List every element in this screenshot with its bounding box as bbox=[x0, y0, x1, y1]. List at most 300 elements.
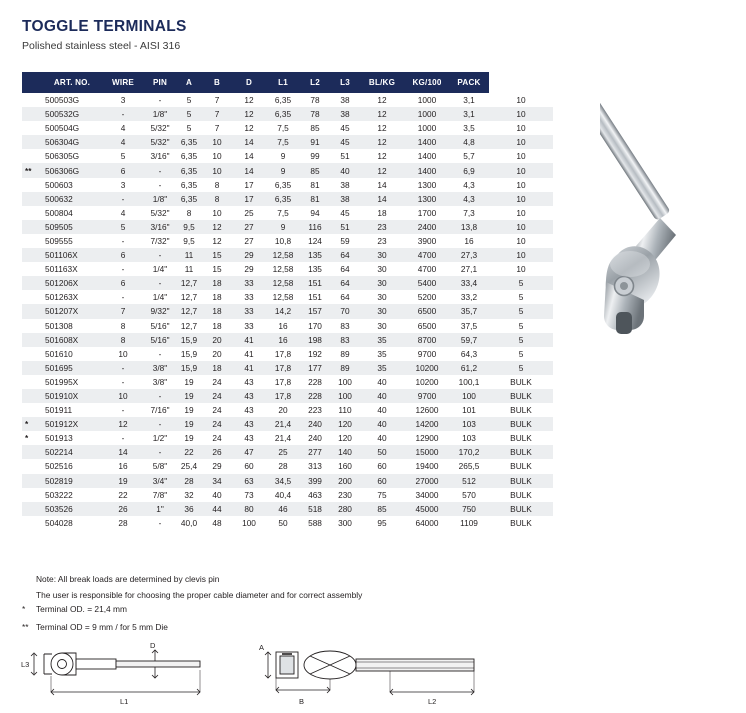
table-cell: 14 bbox=[244, 151, 254, 162]
table-cell: 6500 bbox=[405, 304, 449, 318]
table-cell: 12 bbox=[212, 235, 222, 246]
table-col-header: BL/KG bbox=[359, 72, 405, 93]
table-cell: - bbox=[121, 433, 125, 444]
row-marker: * bbox=[22, 417, 43, 431]
table-cell: 95 bbox=[377, 517, 387, 528]
table-cell: 7,5 bbox=[277, 207, 289, 218]
table-cell: 37,5 bbox=[460, 320, 478, 331]
label-d: D bbox=[150, 641, 156, 650]
table-cell: BULK bbox=[510, 433, 532, 444]
table-cell: 12,7 bbox=[180, 320, 198, 331]
dimension-drawings bbox=[14, 640, 514, 708]
row-marker bbox=[22, 178, 43, 192]
table-cell: 100 bbox=[331, 389, 359, 403]
table-cell: 26 bbox=[101, 502, 145, 516]
table-cell: 18 bbox=[377, 207, 387, 218]
table-cell: 81 bbox=[299, 192, 331, 206]
table-cell: 23 bbox=[359, 220, 405, 234]
table-cell: 40 bbox=[377, 376, 387, 387]
table-row bbox=[22, 262, 553, 276]
table-cell: 15000 bbox=[405, 445, 449, 459]
table-cell: 1/2" bbox=[152, 433, 168, 444]
table-row bbox=[22, 445, 553, 459]
table-row bbox=[22, 431, 553, 445]
table-cell: 91 bbox=[299, 135, 331, 149]
table-cell: 3/16" bbox=[145, 220, 175, 234]
row-marker bbox=[22, 403, 43, 417]
table-cell: 7 bbox=[214, 123, 220, 134]
table-cell: 5400 bbox=[405, 276, 449, 290]
table-cell: 9700 bbox=[405, 389, 449, 403]
table-cell: 10 bbox=[489, 248, 553, 262]
table-cell: - bbox=[121, 235, 125, 246]
table-cell: 17 bbox=[244, 179, 254, 190]
table-cell: 8700 bbox=[405, 333, 449, 347]
table-cell: BULK bbox=[510, 517, 532, 528]
row-marker bbox=[22, 220, 43, 234]
table-col-header: PIN bbox=[145, 72, 175, 93]
table-cell: 50 bbox=[278, 517, 288, 528]
table-cell: 12 bbox=[203, 220, 231, 234]
table-cell: 64 bbox=[340, 264, 350, 275]
table-cell: 3 bbox=[120, 95, 126, 106]
table-cell: - bbox=[145, 445, 175, 459]
table-cell: 40 bbox=[212, 489, 222, 500]
cell-article-number: 501912X bbox=[43, 417, 101, 431]
table-cell: 19 bbox=[184, 376, 194, 387]
row-marker bbox=[22, 319, 43, 333]
table-cell: 19 bbox=[184, 405, 194, 416]
table-cell: 16 bbox=[267, 333, 299, 347]
table-cell: 228 bbox=[299, 389, 331, 403]
table-cell: - bbox=[158, 348, 162, 359]
table-cell: 18 bbox=[203, 304, 231, 318]
table-cell: 100,1 bbox=[458, 376, 480, 387]
table-cell: 6,9 bbox=[449, 163, 489, 177]
table-cell: 12 bbox=[231, 107, 267, 121]
table-cell: 59 bbox=[340, 235, 350, 246]
table-cell: 6,35 bbox=[175, 163, 203, 177]
table-cell: 16 bbox=[118, 461, 128, 472]
table-col-header bbox=[22, 72, 43, 93]
table-cell: 12 bbox=[377, 123, 387, 134]
table-cell: 116 bbox=[299, 220, 331, 234]
cell-article-number: 500532G bbox=[43, 107, 101, 121]
table-cell: 43 bbox=[244, 405, 254, 416]
table-cell: 135 bbox=[308, 264, 322, 275]
table-cell: 13,8 bbox=[449, 220, 489, 234]
table-row bbox=[22, 333, 553, 347]
cell-article-number: 502516 bbox=[45, 461, 73, 472]
table-cell: 10 bbox=[212, 151, 222, 162]
table-cell: 17,8 bbox=[274, 376, 292, 387]
table-cell: BULK bbox=[510, 489, 532, 500]
table-cell: 463 bbox=[308, 489, 322, 500]
table-cell: 14 bbox=[359, 192, 405, 206]
table-col-header: PACK bbox=[449, 72, 489, 93]
table-cell: 10 bbox=[489, 163, 553, 177]
table-cell: 5/32" bbox=[150, 123, 170, 134]
row-marker bbox=[22, 290, 43, 304]
table-cell: 8 bbox=[101, 333, 145, 347]
table-cell: 23 bbox=[377, 235, 387, 246]
table-cell: 570 bbox=[462, 489, 476, 500]
row-marker bbox=[22, 149, 43, 163]
table-cell: 120 bbox=[338, 433, 352, 444]
table-row bbox=[22, 178, 553, 192]
cell-article-number: 509505 bbox=[43, 220, 101, 234]
table-cell: 38 bbox=[331, 192, 359, 206]
table-cell: 4700 bbox=[405, 248, 449, 262]
table-cell: 38 bbox=[331, 107, 359, 121]
table-cell: 35 bbox=[359, 333, 405, 347]
table-cell: 1400 bbox=[405, 163, 449, 177]
table-cell: 240 bbox=[308, 433, 322, 444]
table-cell: 9 bbox=[267, 220, 299, 234]
table-cell: 24 bbox=[203, 417, 231, 431]
table-cell: 60 bbox=[244, 461, 254, 472]
footnotes-block bbox=[22, 600, 168, 636]
table-cell: BULK bbox=[489, 417, 553, 431]
table-cell: 40 bbox=[377, 433, 387, 444]
row-marker bbox=[22, 375, 43, 389]
table-cell: 10 bbox=[516, 207, 526, 218]
table-cell: 15,9 bbox=[175, 333, 203, 347]
table-cell: 5 bbox=[518, 292, 524, 303]
table-cell: 75 bbox=[377, 489, 387, 500]
table-cell: 12,58 bbox=[272, 292, 294, 303]
table-cell: 27,1 bbox=[460, 264, 478, 275]
table-cell: 12 bbox=[359, 135, 405, 149]
table-row bbox=[22, 304, 553, 318]
table-cell: 10 bbox=[489, 220, 553, 234]
table-cell: 300 bbox=[338, 517, 352, 528]
table-cell: 10 bbox=[516, 264, 526, 275]
table-cell: 1300 bbox=[417, 179, 437, 190]
table-cell: 27 bbox=[244, 235, 254, 246]
table-cell: 73 bbox=[244, 489, 254, 500]
table-cell: 33,2 bbox=[460, 292, 478, 303]
table-cell: 4 bbox=[101, 135, 145, 149]
row-marker bbox=[22, 248, 43, 262]
table-cell: 41 bbox=[244, 348, 254, 359]
table-cell: 26 bbox=[203, 445, 231, 459]
table-cell: 200 bbox=[331, 474, 359, 488]
table-cell: 28 bbox=[278, 461, 288, 472]
table-cell: 30 bbox=[359, 304, 405, 318]
table-cell: 30 bbox=[359, 248, 405, 262]
table-cell: 12,58 bbox=[272, 264, 294, 275]
table-cell: 30 bbox=[377, 292, 387, 303]
table-cell: 1300 bbox=[405, 192, 449, 206]
table-col-header: WIRE bbox=[101, 72, 145, 93]
table-row bbox=[22, 192, 553, 206]
table-cell: 64000 bbox=[415, 517, 439, 528]
table-cell: 1/4" bbox=[152, 292, 168, 303]
table-cell: 32 bbox=[184, 489, 194, 500]
table-cell: 1700 bbox=[417, 207, 437, 218]
table-cell: 47 bbox=[231, 445, 267, 459]
table-cell: 5/32" bbox=[145, 135, 175, 149]
table-cell: - bbox=[158, 517, 162, 528]
table-cell: 10 bbox=[489, 107, 553, 121]
table-cell: BULK bbox=[489, 474, 553, 488]
table-cell: 14 bbox=[101, 445, 145, 459]
table-cell: 101 bbox=[462, 405, 476, 416]
table-cell: 10 bbox=[101, 389, 145, 403]
table-cell: 11 bbox=[175, 248, 203, 262]
table-cell: 19400 bbox=[415, 461, 439, 472]
table-cell: 3/8" bbox=[145, 361, 175, 375]
table-cell: - bbox=[145, 276, 175, 290]
table-cell: 198 bbox=[299, 333, 331, 347]
row-marker: * bbox=[25, 433, 29, 444]
table-cell: 51 bbox=[340, 151, 350, 162]
table-cell: 24 bbox=[212, 376, 222, 387]
table-cell: 83 bbox=[340, 320, 350, 331]
cell-article-number: 500503G bbox=[45, 95, 80, 106]
table-cell: 36 bbox=[175, 502, 203, 516]
table-cell: 43 bbox=[244, 433, 254, 444]
table-cell: 16 bbox=[278, 320, 288, 331]
table-cell: 1000 bbox=[417, 123, 437, 134]
table-col-header: A bbox=[175, 72, 203, 93]
table-cell: 6,35 bbox=[180, 179, 198, 190]
cell-article-number: 501308 bbox=[45, 320, 73, 331]
table-cell: 5 bbox=[175, 107, 203, 121]
table-cell: 1000 bbox=[405, 107, 449, 121]
cell-article-number: 501695 bbox=[43, 361, 101, 375]
table-cell: 6,35 bbox=[274, 179, 292, 190]
table-cell: 33 bbox=[244, 292, 254, 303]
table-cell: 1109 bbox=[460, 517, 478, 528]
table-cell: 50 bbox=[359, 445, 405, 459]
table-cell: 45000 bbox=[405, 502, 449, 516]
table-cell: 24 bbox=[203, 389, 231, 403]
table-cell: 6 bbox=[101, 276, 145, 290]
table-cell: 21,4 bbox=[267, 417, 299, 431]
table-cell: 30 bbox=[377, 320, 387, 331]
table-col-header: D bbox=[231, 72, 267, 93]
product-photo bbox=[600, 68, 740, 358]
cell-article-number: 501163X bbox=[45, 264, 78, 275]
table-cell: 7 bbox=[101, 304, 145, 318]
table-cell: 588 bbox=[308, 517, 322, 528]
cell-article-number: 501608X bbox=[43, 333, 101, 347]
table-cell: 135 bbox=[299, 248, 331, 262]
row-marker bbox=[22, 135, 43, 149]
table-cell: 45 bbox=[331, 135, 359, 149]
table-cell: BULK bbox=[510, 376, 532, 387]
label-l1: L1 bbox=[120, 697, 129, 706]
spec-table bbox=[22, 72, 553, 530]
table-cell: 20 bbox=[278, 405, 288, 416]
table-cell: 45 bbox=[340, 207, 350, 218]
table-cell: 25 bbox=[244, 207, 254, 218]
table-cell: 64 bbox=[331, 248, 359, 262]
cell-article-number: 500504G bbox=[45, 123, 80, 134]
table-cell: 40 bbox=[377, 405, 387, 416]
dimension-drawings-svg bbox=[14, 640, 514, 708]
table-cell: 1/8" bbox=[145, 192, 175, 206]
table-cell: 12,58 bbox=[267, 248, 299, 262]
table-cell: 100 bbox=[338, 376, 352, 387]
table-cell: 29 bbox=[212, 461, 222, 472]
table-cell: 5 bbox=[489, 276, 553, 290]
table-cell: 7,5 bbox=[277, 123, 289, 134]
table-row bbox=[22, 347, 553, 361]
table-cell: 12 bbox=[377, 95, 387, 106]
table-cell: 3/8" bbox=[152, 376, 168, 387]
table-cell: 3900 bbox=[417, 235, 437, 246]
table-cell: 43 bbox=[231, 389, 267, 403]
table-cell: 3/16" bbox=[150, 151, 170, 162]
table-cell: 7/16" bbox=[150, 405, 170, 416]
cell-article-number: 501207X bbox=[43, 304, 101, 318]
table-cell: - bbox=[101, 107, 145, 121]
table-cell: 1" bbox=[145, 502, 175, 516]
table-cell: 64 bbox=[340, 292, 350, 303]
table-cell: 35 bbox=[377, 348, 387, 359]
table-cell: BULK bbox=[489, 389, 553, 403]
table-cell: 14 bbox=[377, 179, 387, 190]
cell-article-number: 500804 bbox=[45, 207, 73, 218]
table-cell: 10 bbox=[516, 123, 526, 134]
table-cell: 45 bbox=[340, 123, 350, 134]
row-marker bbox=[22, 192, 43, 206]
table-row bbox=[22, 93, 553, 107]
table-cell: 14 bbox=[231, 163, 267, 177]
table-cell: 4700 bbox=[417, 264, 437, 275]
table-col-header: KG/100 bbox=[405, 72, 449, 93]
table-cell: 12 bbox=[377, 151, 387, 162]
table-cell: 20 bbox=[203, 333, 231, 347]
table-cell: 12,7 bbox=[180, 292, 198, 303]
cell-article-number: 506306G bbox=[43, 163, 101, 177]
table-cell: 170 bbox=[308, 320, 322, 331]
table-cell: - bbox=[158, 95, 162, 106]
table-cell: 12,7 bbox=[175, 276, 203, 290]
table-cell: 70 bbox=[331, 304, 359, 318]
table-cell: 5 bbox=[120, 151, 126, 162]
row-marker bbox=[22, 361, 43, 375]
table-cell: 1400 bbox=[417, 151, 437, 162]
table-cell: 1000 bbox=[417, 95, 437, 106]
table-cell: 7 bbox=[203, 107, 231, 121]
cell-article-number: 501910X bbox=[43, 389, 101, 403]
table-cell: 1/8" bbox=[145, 107, 175, 121]
table-cell: 5 bbox=[489, 361, 553, 375]
table-cell: 81 bbox=[310, 179, 320, 190]
row-marker bbox=[22, 389, 43, 403]
note-line-1: Note: All break loads are determined by clevis pin bbox=[36, 574, 220, 584]
table-cell: 3,1 bbox=[449, 107, 489, 121]
table-cell: 85 bbox=[310, 123, 320, 134]
table-cell: - bbox=[121, 292, 125, 303]
table-cell: 12900 bbox=[415, 433, 439, 444]
row-marker bbox=[22, 516, 43, 530]
table-cell: - bbox=[101, 192, 145, 206]
table-cell: 40,0 bbox=[180, 517, 198, 528]
footnote-single-star bbox=[22, 600, 168, 618]
table-cell: 100 bbox=[449, 389, 489, 403]
table-cell: 100 bbox=[242, 517, 256, 528]
table-cell: 192 bbox=[308, 348, 322, 359]
table-row bbox=[22, 319, 553, 333]
row-marker bbox=[22, 93, 43, 107]
table-row bbox=[22, 290, 553, 304]
table-cell: 22 bbox=[175, 445, 203, 459]
table-cell: 12,7 bbox=[175, 304, 203, 318]
table-cell: 512 bbox=[449, 474, 489, 488]
table-cell: 157 bbox=[299, 304, 331, 318]
table-cell: 18 bbox=[212, 320, 222, 331]
table-cell: - bbox=[145, 389, 175, 403]
cell-article-number: 501106X bbox=[43, 248, 101, 262]
table-cell: 19 bbox=[184, 433, 194, 444]
table-cell: 3 bbox=[120, 179, 126, 190]
cell-article-number: 501263X bbox=[45, 292, 79, 303]
note-line-2: The user is responsible for choosing the proper cable diameter and for correct assembly bbox=[36, 589, 363, 600]
label-a: A bbox=[259, 643, 265, 652]
table-cell: 3/4" bbox=[145, 474, 175, 488]
footnote-text-2: Terminal OD = 9 mm / for 5 mm Die bbox=[36, 622, 168, 632]
table-cell: 34 bbox=[203, 474, 231, 488]
cell-article-number: 501206X bbox=[43, 276, 101, 290]
table-cell: - bbox=[145, 417, 175, 431]
table-cell: 30 bbox=[359, 276, 405, 290]
table-cell: 280 bbox=[331, 502, 359, 516]
table-cell: 9/32" bbox=[145, 304, 175, 318]
table-cell: 85 bbox=[299, 163, 331, 177]
table-cell: 27000 bbox=[405, 474, 449, 488]
table-cell: 10 bbox=[516, 179, 526, 190]
table-cell: 89 bbox=[340, 348, 350, 359]
table-cell: 223 bbox=[308, 405, 322, 416]
table-cell: 160 bbox=[338, 461, 352, 472]
table-row bbox=[22, 163, 553, 177]
table-cell: 10 bbox=[516, 151, 526, 162]
table-cell: 10 bbox=[212, 207, 222, 218]
table-cell: 124 bbox=[308, 235, 322, 246]
row-marker bbox=[22, 459, 43, 473]
cell-article-number: 506305G bbox=[45, 151, 80, 162]
table-cell: 51 bbox=[331, 220, 359, 234]
table-cell: 170,2 bbox=[449, 445, 489, 459]
table-cell: 103 bbox=[449, 417, 489, 431]
row-marker bbox=[22, 262, 43, 276]
table-cell: 277 bbox=[299, 445, 331, 459]
table-cell: 1400 bbox=[405, 135, 449, 149]
table-cell: 12 bbox=[359, 163, 405, 177]
table-col-header: L2 bbox=[299, 72, 331, 93]
cell-article-number: 509555 bbox=[45, 235, 73, 246]
table-cell: 7/32" bbox=[150, 235, 170, 246]
table-cell: 9,5 bbox=[183, 235, 195, 246]
table-cell: 24 bbox=[212, 433, 222, 444]
table-cell: 94 bbox=[310, 207, 320, 218]
table-cell: 5/32" bbox=[150, 207, 170, 218]
table-cell: 27,3 bbox=[449, 248, 489, 262]
table-row bbox=[22, 375, 553, 389]
row-marker bbox=[22, 445, 43, 459]
table-cell: 15,9 bbox=[180, 348, 198, 359]
cell-article-number: 502819 bbox=[43, 474, 101, 488]
table-cell: 48 bbox=[212, 517, 222, 528]
table-cell: - bbox=[158, 179, 162, 190]
table-row bbox=[22, 149, 553, 163]
table-cell: 40 bbox=[331, 163, 359, 177]
